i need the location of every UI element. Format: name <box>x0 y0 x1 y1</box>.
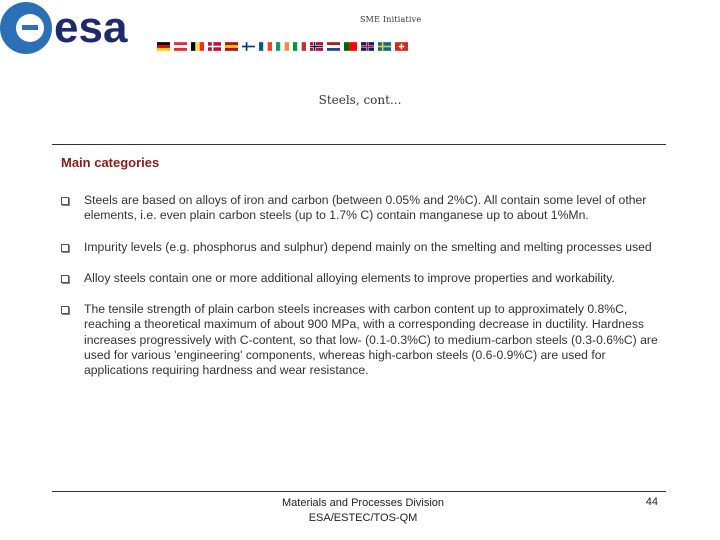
bullet-item <box>61 193 666 224</box>
finland-flag <box>242 42 255 51</box>
denmark-flag <box>208 42 221 51</box>
france-flag <box>259 42 272 51</box>
sweden-flag <box>378 42 391 51</box>
netherlands-flag <box>327 42 340 51</box>
section-heading: Main categories <box>61 155 160 170</box>
ireland-flag <box>276 42 289 51</box>
italy-flag <box>293 42 306 51</box>
esa-logo <box>0 0 160 58</box>
switzerland-flag <box>395 42 408 51</box>
spain-flag <box>225 42 238 51</box>
checkbox-bullet-icon <box>61 197 69 205</box>
checkbox-bullet-icon <box>61 244 69 252</box>
bullet-text: The tensile strength of plain carbon steels increases with carbon content up to approximately 0.8%C, reaching a theoretical maximum of about 900 MPa, with a corresponding decrease in ductility. Hardness increases progressively with C-content, so that low- (0.1-0.3%C) to medium-carbon steels (0.3-0.6%C) are used for various 'engineering' components, whereas high-carbon steels (0.6-0.9%C) are used for applications requiring hardness and wear resistance. <box>84 302 658 378</box>
svg-text:esa: esa <box>54 3 128 52</box>
checkbox-bullet-icon <box>61 306 69 314</box>
checkbox-bullet-icon <box>61 275 69 283</box>
top-divider <box>52 144 666 145</box>
footer-division: Materials and Processes Division <box>281 497 444 509</box>
page-number: 44 <box>645 496 658 508</box>
austria-flag <box>174 42 187 51</box>
country-flags <box>157 42 408 51</box>
slide-title: Steels, cont... <box>318 93 402 107</box>
uk-flag <box>361 42 374 51</box>
portugal-flag <box>344 42 357 51</box>
bullet-item <box>61 271 666 286</box>
initiative-label: SME Initiative <box>360 15 422 24</box>
bottom-divider <box>52 491 666 492</box>
germany-flag <box>157 42 170 51</box>
footer-department: ESA/ESTEC/TOS-QM <box>308 512 418 524</box>
bullet-text: Steels are based on alloys of iron and carbon (between 0.05% and 2%C). All contain some level of other elements, i.e. even plain carbon steels (up to 1.7% C) contain manganese up to about 1%Mn. <box>84 193 647 223</box>
bullet-item <box>61 240 666 255</box>
bullet-text: Alloy steels contain one or more additional alloying elements to improve properties and workability. <box>84 270 615 285</box>
bullet-item <box>61 302 666 378</box>
bullet-list <box>61 193 666 379</box>
belgium-flag <box>191 42 204 51</box>
footer-text <box>243 496 483 526</box>
norway-flag <box>310 42 323 51</box>
bullet-text: Impurity levels (e.g. phosphorus and sulphur) depend mainly on the smelting and melting processes used <box>84 239 652 254</box>
